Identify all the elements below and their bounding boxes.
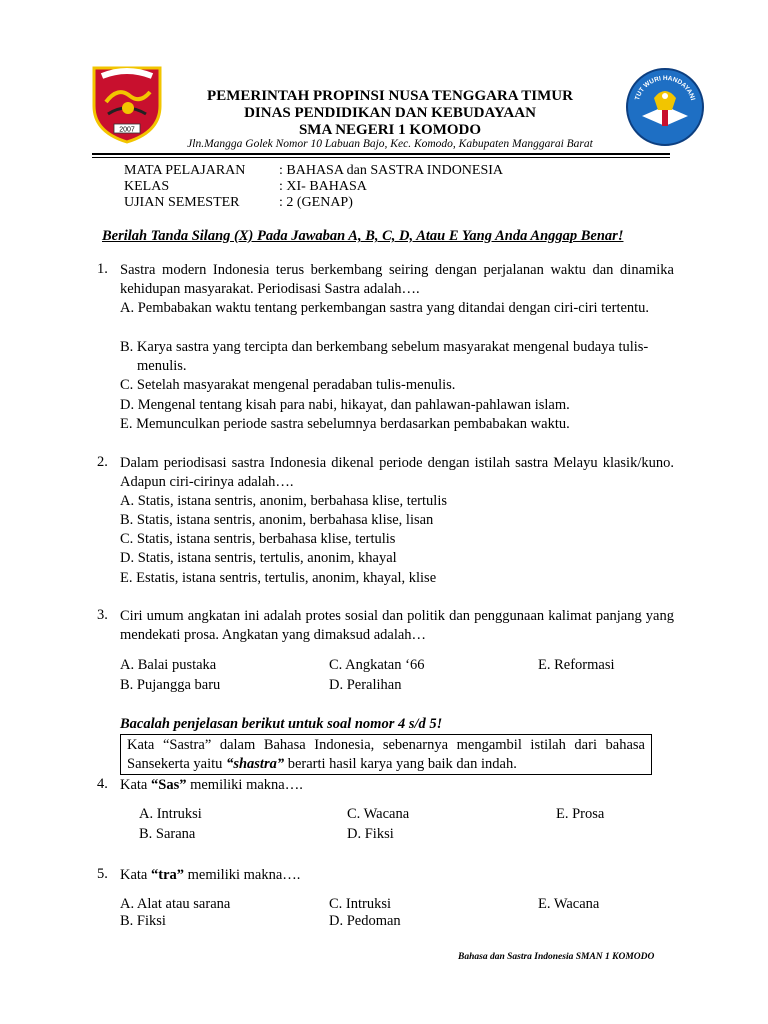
meta-key: MATA PELAJARAN xyxy=(124,163,246,178)
answer-option[interactable]: D. Fiksi xyxy=(347,826,394,842)
answer-option[interactable]: A. Balai pustaka xyxy=(120,657,217,673)
header-school-name: SMA NEGERI 1 KOMODO xyxy=(298,122,482,138)
answer-option[interactable]: B. Fiksi xyxy=(120,913,166,929)
meta-value: : XI- BAHASA xyxy=(279,179,367,194)
answer-option[interactable]: E. Wacana xyxy=(538,896,600,912)
answer-option[interactable]: D. Statis, istana sentris, tertulis, anonim, khayal xyxy=(120,550,397,566)
question-prefix: Kata xyxy=(120,867,151,883)
answer-option[interactable]: E. Reformasi xyxy=(538,657,615,673)
answer-option[interactable]: A. Pembabakan waktu tentang perkembangan sastra yang ditandai dengan ciri-ciri tertentu. xyxy=(120,300,650,316)
meta-key: KELAS xyxy=(124,179,170,194)
answer-option[interactable]: C. Wacana xyxy=(347,806,410,822)
answer-option[interactable]: D. Pedoman xyxy=(329,913,401,929)
question-number: 2. xyxy=(97,454,108,470)
answer-option[interactable]: C. Setelah masyarakat mengenal peradaban tulis-menulis. xyxy=(120,377,456,393)
question-keyword: “tra” xyxy=(151,867,185,883)
question-text: Dalam periodisasi sastra Indonesia dikenal periode dengan istilah sastra Melayu klasik/kuno. Adapun ciri-cirinya adalah…. xyxy=(120,455,674,490)
question-suffix: memiliki makna…. xyxy=(186,777,303,793)
exam-instruction: Berilah Tanda Silang (X) Pada Jawaban A, B, C, D, Atau E Yang Anda Anggap Benar! xyxy=(102,228,624,244)
meta-value: : BAHASA dan SASTRA INDONESIA xyxy=(279,163,504,178)
reading-line2-post: berarti hasil karya yang baik dan indah. xyxy=(284,756,517,772)
question-number: 3. xyxy=(97,607,108,623)
question-prefix: Kata xyxy=(120,777,151,793)
reading-line2-bold: “shastra” xyxy=(226,756,285,772)
header-department: DINAS PENDIDIKAN DAN KEBUDAYAAN xyxy=(244,105,536,121)
answer-option[interactable]: E. Memunculkan periode sastra sebelumnya berdasarkan pembabakan waktu. xyxy=(120,416,570,432)
answer-option[interactable]: C. Angkatan ‘66 xyxy=(329,657,425,673)
meta-value: : 2 (GENAP) xyxy=(279,195,353,210)
question-number: 4. xyxy=(97,776,108,792)
answer-option[interactable]: B. Pujangga baru xyxy=(120,677,221,693)
answer-option[interactable]: C. Intruksi xyxy=(329,896,392,912)
answer-option[interactable]: B. Statis, istana sentris, anonim, berbahasa klise, lisan xyxy=(120,512,434,528)
answer-option[interactable]: C. Statis, istana sentris, berbahasa klise, tertulis xyxy=(120,531,396,547)
tut-wuri-handayani-logo xyxy=(624,66,706,148)
answer-option[interactable]: D. Peralihan xyxy=(329,677,402,693)
question-text: Sastra modern Indonesia terus berkembang seiring dengan perjalanan waktu dan dinamika kehidupan masyarakat. Periodisasi Sastra adalah…. xyxy=(120,262,674,297)
answer-option[interactable]: B. Sarana xyxy=(139,826,196,842)
header-divider-thin xyxy=(92,157,670,158)
answer-option[interactable]: D. Mengenal tentang kisah para nabi, hikayat, dan pahlawan-pahlawan islam. xyxy=(120,397,570,413)
answer-option[interactable]: E. Estatis, istana sentris, tertulis, anonim, khayal, klise xyxy=(120,570,437,586)
emblem-year-text: 2007 xyxy=(119,126,135,134)
reading-line2-pre: Sansekerta yaitu xyxy=(127,756,227,772)
answer-option[interactable]: E. Prosa xyxy=(556,806,605,822)
question-suffix: memiliki makna…. xyxy=(184,867,301,883)
reading-heading: Bacalah penjelasan berikut untuk soal nomor 4 s/d 5! xyxy=(120,716,443,732)
answer-option[interactable]: A. Statis, istana sentris, anonim, berbahasa klise, tertulis xyxy=(120,493,447,509)
question-text: Ciri umum angkatan ini adalah protes sosial dan politik dan penggunaan kalimat panjang yang mendekati prosa. Angkatan yang dimaksud adalah… xyxy=(120,608,674,643)
question-number: 5. xyxy=(97,866,108,882)
reading-passage-line2 xyxy=(127,755,645,774)
question-number: 1. xyxy=(97,261,108,277)
question-text xyxy=(120,776,674,795)
page-footer: Bahasa dan Sastra Indonesia SMAN 1 KOMODO xyxy=(458,952,655,962)
school-address: Jln.Mangga Golek Nomor 10 Labuan Bajo, Kec. Komodo, Kabupaten Manggarai Barat xyxy=(187,138,593,150)
header-government: PEMERINTAH PROPINSI NUSA TENGGARA TIMUR xyxy=(207,88,573,104)
question-text xyxy=(120,866,674,885)
header-divider-thick xyxy=(92,153,670,155)
answer-option[interactable]: A. Alat atau sarana xyxy=(120,896,231,912)
meta-key: UJIAN SEMESTER xyxy=(124,195,240,210)
answer-option[interactable]: A. Intruksi xyxy=(139,806,202,822)
answer-option[interactable]: B. Karya sastra yang tercipta dan berkembang sebelum masyarakat mengenal budaya tulis-menulis. xyxy=(120,339,649,374)
question-keyword: “Sas” xyxy=(151,777,187,793)
reading-passage-line1: Kata “Sastra” dalam Bahasa Indonesia, sebenarnya mengambil istilah dari bahasa xyxy=(127,737,645,753)
logo-motto-text: TUT WURI HANDAYANI xyxy=(633,74,697,102)
